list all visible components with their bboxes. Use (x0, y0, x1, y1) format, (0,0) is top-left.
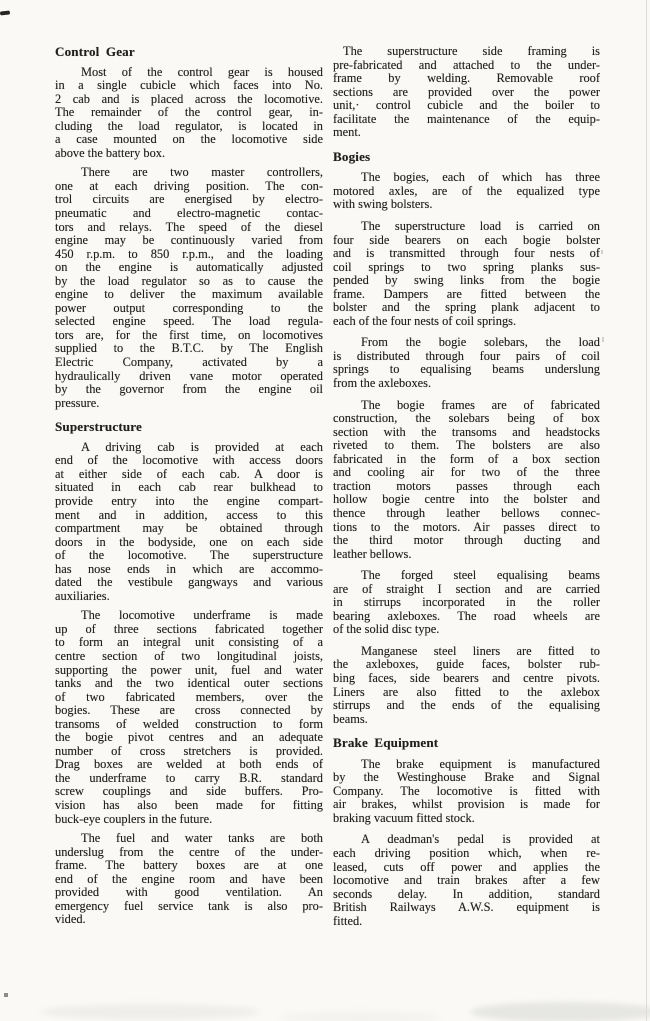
text-line: end of the locomotive with access doors (55, 453, 323, 468)
text-line: the underframe to carry B.R. standard (55, 770, 323, 785)
page-edge-shadow (646, 0, 647, 1021)
scan-speck-icon (4, 993, 8, 997)
text-line: construction, the solebars being of box (333, 411, 600, 426)
paragraph (333, 399, 600, 562)
scan-mark-icon (0, 10, 10, 15)
text-line: A deadman's pedal is provided at (361, 832, 600, 847)
text-column-right (333, 45, 600, 928)
text-line: tors and relays. The speed of the diesel (55, 219, 323, 234)
text-line: emergency fuel service tank is also pro- (55, 898, 323, 913)
text-line: The fuel and water tanks are both (81, 831, 323, 846)
text-line: thence through leather bellows connec- (333, 505, 600, 520)
text-line: 2 cab and is placed across the locomotive. (55, 91, 323, 106)
scan-smudge (280, 1012, 440, 1021)
text-line: facilitate the maintenance of the equip- (333, 111, 600, 126)
paragraph (55, 609, 323, 826)
text-line: selected engine speed. The load regula- (55, 314, 323, 329)
text-line: riveted to them. The bolsters are also (333, 438, 600, 453)
paragraph (333, 833, 600, 928)
text-line: leased, cuts off power and applies the (333, 859, 600, 874)
text-line: has nose ends in which are accommo- (55, 561, 323, 576)
text-line: screw couplings and side buffers. Pro- (55, 784, 323, 799)
text-line: frame by welding. Removable roof (333, 71, 600, 86)
text-line: frame. Dampers are fitted between the (333, 286, 600, 301)
text-line: The brake equipment is manufactured (361, 756, 600, 771)
text-line: bogies. These are cross connected by (55, 703, 323, 718)
text-line: coil springs to two spring planks sus- (333, 259, 600, 274)
text-line: engine may be continuously varied from (55, 233, 323, 248)
paragraph (55, 166, 323, 410)
paragraph (333, 758, 600, 826)
text-line: Drag boxes are welded at both ends of (55, 757, 323, 772)
paragraph (333, 171, 600, 212)
section-heading: Brake Equipment (333, 735, 439, 751)
text-line: pressure. (55, 395, 100, 410)
text-line: at either side of each cab. A door is (55, 466, 323, 481)
text-line: the third motor through ducting and (333, 533, 600, 548)
scan-smudge (40, 1004, 260, 1020)
text-line: compartment may be obtained through (55, 521, 323, 536)
text-line: in a single cubicle which faces into No. (55, 78, 323, 93)
text-line: tanks and the two identical outer sections (55, 676, 323, 691)
text-line: ment and in addition, access to this (55, 507, 323, 522)
paragraph (333, 45, 600, 140)
text-line: pneumatic and electro-magnetic contac- (55, 206, 323, 221)
text-line: The superstructure side framing is (343, 44, 600, 58)
text-line: the bogie pivot centres and an adequate (55, 730, 323, 745)
paragraph (333, 569, 600, 637)
text-line: braking vacuum fitted stock. (333, 810, 475, 825)
text-line: The bogie frames are of fabricated (361, 397, 600, 412)
text-line: British Railways A.W.S. equipment is (333, 900, 600, 915)
text-line: provide entry into the engine compart- (55, 493, 323, 508)
text-line: engine to deliver the maximum available (55, 287, 323, 302)
text-line: by the Westinghouse Brake and Signal (333, 770, 600, 785)
text-line: stirrups and the ends of the equalising (333, 698, 600, 713)
text-line: bearing axleboxes. The road wheels are (333, 608, 600, 623)
text-line: and cooling air for two of the three (333, 465, 600, 480)
text-line: hydraulically driven vane motor operated (55, 368, 323, 383)
text-line: number of cross stretchers is provided. (55, 743, 323, 758)
text-line: each driving position which, when re- (333, 845, 600, 860)
paragraph (55, 441, 323, 604)
text-line: four side bearers on each bogie bolster (333, 232, 600, 247)
paragraph (333, 645, 600, 726)
text-line: tors are, for the first time, on locomotives (55, 327, 323, 342)
text-line: in stirrups incorporated in the roller (333, 595, 600, 610)
text-line: by the load regulator so as to cause the (55, 273, 323, 288)
text-line: pre-fabricated and attached to the under- (333, 57, 600, 72)
text-line: bolster and the spring plank adjacent to (333, 300, 600, 315)
text-line: hollow bogie centre into the bolster and (333, 492, 600, 507)
text-line: unit,· control cubicle and the boiler to (333, 98, 600, 113)
text-line: From the bogie solebars, the load (361, 335, 600, 350)
text-line: cluding the load regulator, is located in (55, 118, 323, 133)
paragraph (55, 832, 323, 927)
text-line: frame. The battery boxes are at one (55, 858, 323, 873)
text-line: supplied to the B.T.C. by The English (55, 341, 323, 356)
text-line: beams. (333, 711, 368, 726)
text-line: fitted. (333, 913, 363, 928)
text-line: each of the four nests of coil springs. (333, 313, 517, 328)
text-line: vision has also been made for fitting (55, 797, 323, 812)
text-line: and is transmitted through four nests of (333, 246, 600, 261)
text-line: sections are provided over the power (333, 84, 600, 99)
section-heading: Control Gear (55, 44, 135, 59)
text-line: is distributed through four pairs of coil (333, 348, 600, 363)
text-line: doors in the bodyside, one on each side (55, 534, 323, 549)
section-heading: Superstructure (55, 419, 142, 435)
paragraph (55, 66, 323, 161)
text-line: up of three sections fabricated together (55, 621, 323, 636)
scan-speck-icon (602, 337, 604, 342)
text-line: trol circuits are energised by electro- (55, 192, 323, 207)
text-line: Electric Company, activated by a (55, 355, 323, 370)
text-line: The superstructure load is carried on (361, 219, 600, 234)
text-line: tions to the motors. Air passes direct to (333, 519, 600, 534)
text-line: the axleboxes, guide faces, bolster rub- (333, 657, 600, 672)
text-line: Most of the control gear is housed (81, 64, 323, 79)
text-line: buck-eye couplers in the future. (55, 811, 213, 826)
text-line: 450 r.p.m. to 850 r.p.m., and the loading (55, 246, 323, 261)
text-line: are of straight I section and are carried (333, 581, 600, 596)
text-line: of two fabricated members, over the (55, 689, 323, 704)
text-line: air brakes, whilst provision is made for (333, 797, 600, 812)
text-line: seconds delay. In addition, standard (333, 886, 600, 901)
text-line: The forged steel equalising beams (361, 568, 600, 583)
text-line: of the solid disc type. (333, 622, 440, 637)
text-line: The locomotive underframe is made (81, 608, 323, 623)
text-line: The remainder of the control gear, in- (55, 105, 323, 120)
text-line: A driving cab is provided at each (81, 439, 323, 454)
text-line: end of the engine room and have been (55, 871, 323, 886)
text-line: by the governor from the engine oil (55, 382, 323, 397)
text-line: underslug from the centre of the under- (55, 844, 323, 859)
text-line: Manganese steel liners are fitted to (361, 643, 600, 658)
text-line: The bogies, each of which has three (361, 170, 600, 185)
text-line: on the engine is automatically adjusted (55, 260, 323, 275)
text-line: locomotive and train brakes after a few (333, 873, 600, 888)
text-line: There are two master controllers, (81, 165, 323, 180)
text-line: bing faces, side bearers and centre pivots. (333, 670, 600, 685)
text-line: Company. The locomotive is fitted with (333, 783, 600, 798)
text-line: one at each driving position. The con- (55, 178, 323, 193)
text-line: section with the transoms and headstocks (333, 424, 600, 439)
text-line: fabricated in the form of a box section (333, 451, 600, 466)
text-line: from the axleboxes. (333, 376, 432, 391)
text-line: of the locomotive. The superstructure (55, 548, 323, 563)
text-line: pended by swing links from the bogie (333, 273, 600, 288)
text-line: power output corresponding to the (55, 300, 323, 315)
text-line: dated the vestibule gangways and various (55, 575, 323, 590)
section-heading: Bogies (333, 148, 371, 164)
scan-speck-icon (601, 250, 603, 254)
text-line: transoms of welded construction to form (55, 716, 323, 731)
text-line: provided with good ventilation. An (55, 885, 323, 900)
text-line: a case mounted on the locomotive side (55, 132, 323, 147)
text-line: supporting the power unit, fuel and water (55, 662, 323, 677)
text-line: ment. (333, 125, 361, 140)
text-line: to form an integral unit consisting of a (55, 635, 323, 650)
text-column-left (55, 45, 323, 927)
text-line: with swing bolsters. (333, 197, 433, 212)
text-line: Liners are also fitted to the axlebox (333, 684, 600, 699)
text-line: above the battery box. (55, 145, 166, 160)
text-line: traction motors passes through each (333, 478, 600, 493)
text-line: situated in each cab rear bulkhead to (55, 480, 323, 495)
paragraph (333, 336, 600, 390)
paragraph (333, 220, 600, 328)
text-line: springs to equalising beams underslung (333, 362, 600, 377)
text-line: vided. (55, 912, 86, 927)
scan-smudge (470, 1002, 650, 1021)
text-line: auxiliaries. (55, 588, 110, 603)
text-line: motored axles, are of the equalized type (333, 183, 600, 198)
text-line: leather bellows. (333, 546, 412, 561)
text-line: centre section of two longitudinal joists, (55, 648, 323, 663)
